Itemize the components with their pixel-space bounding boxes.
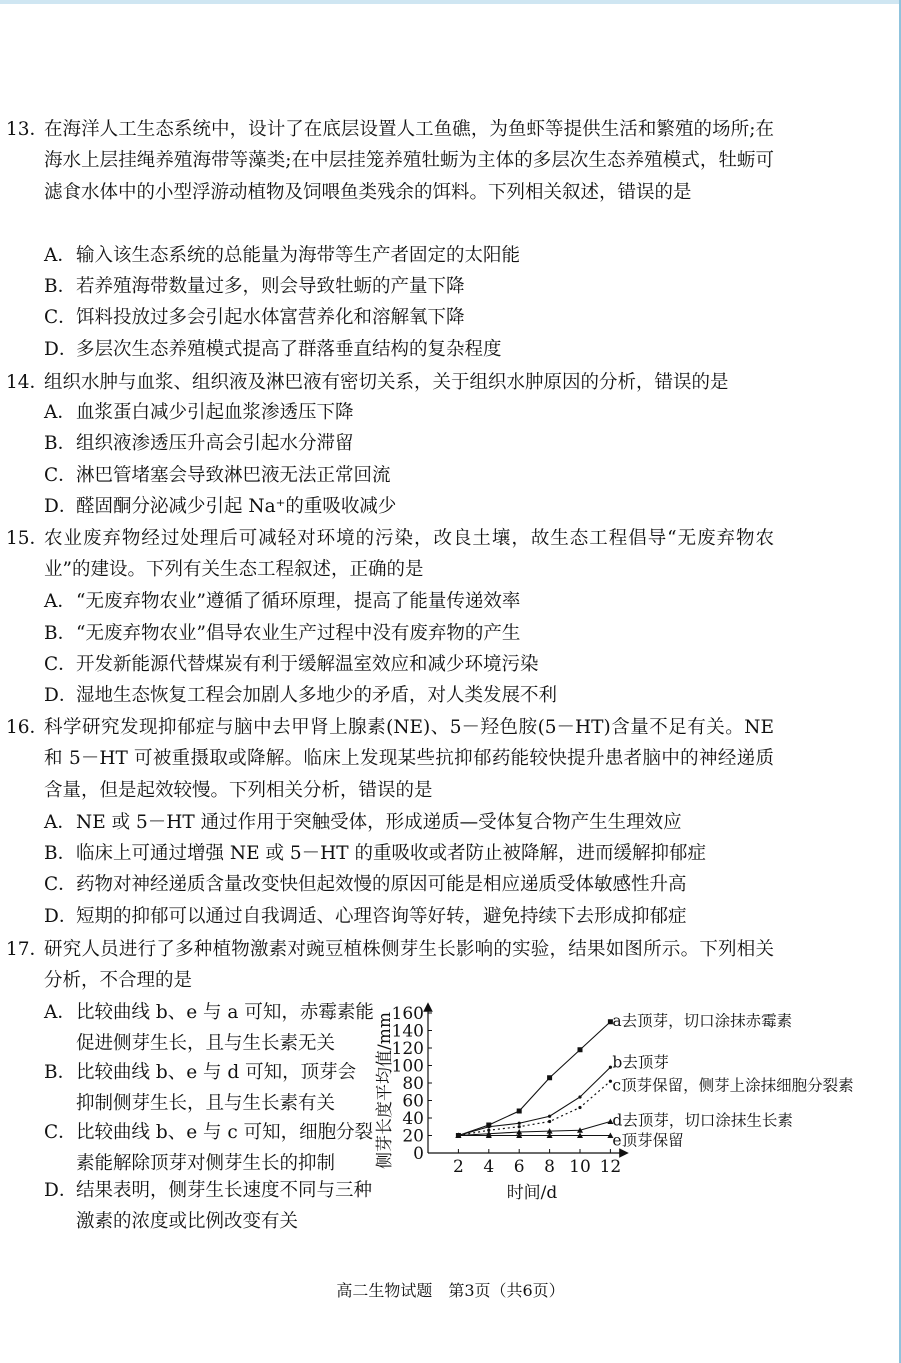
y-axis-label: 侧芽长度平均值/mm	[375, 1012, 395, 1169]
data-point	[547, 1075, 552, 1080]
data-point	[578, 1106, 581, 1109]
option-14-b: B．组织液渗透压升高会引起水分滞留	[44, 433, 354, 454]
data-point	[548, 1115, 551, 1118]
data-point	[578, 1095, 581, 1098]
option-15-c: C．开发新能源代替煤炭有利于缓解温室效应和减少环境污染	[44, 654, 539, 675]
series-line-0	[458, 1022, 610, 1136]
option-16-d: D．短期的抑郁可以通过自我调适、心理咨询等好转，避免持续下去形成抑郁症	[44, 906, 687, 927]
y-tick-label: 120	[391, 1039, 424, 1059]
question-stem: 在海洋人工生态系统中，设计了在底层设置人工鱼礁，为鱼虾等提供生活和繁殖的场所;在海水上层挂绳养殖海带等藻类;在中层挂笼养殖牡蛎为主体的多层次生态养殖模式，牡蛎可滤食水体中的小型浮游动植物及饲喂鱼类残余的饵料。下列相关叙述，错误的是	[44, 119, 774, 203]
question-number: 16．	[6, 717, 49, 738]
option-16-b: B．临床上可通过增强 NE 或 5－HT 的重吸收或者防止被降解，进而缓解抑郁症	[44, 843, 706, 864]
option-17-a: A． 比较曲线 b、e 与 a 可知，赤霉素能促进侧芽生长，且与生长素无关	[44, 1002, 374, 1054]
y-tick-label: 0	[413, 1144, 424, 1164]
y-tick-label: 60	[402, 1091, 424, 1112]
option-16-c: C．药物对神经递质含量改变快但起效慢的原因可能是相应递质受体敏感性升高	[44, 874, 687, 895]
y-tick-label: 20	[402, 1126, 424, 1147]
question-stem: 农业废弃物经过处理后可减轻对环境的污染，改良土壤，故生态工程倡导“无废弃物农业”的建设。下列有关生态工程叙述，正确的是	[44, 528, 774, 581]
x-tick-label: 12	[599, 1157, 622, 1177]
y-tick-label: 160	[391, 1004, 424, 1024]
series-label: e顶芽保留	[612, 1131, 684, 1150]
lateral-bud-growth-chart	[372, 995, 872, 1210]
series-label: d去顶芽，切口涂抹生长素	[612, 1111, 793, 1130]
data-point	[578, 1047, 583, 1052]
option-14-a: A．血浆蛋白减少引起血浆渗透压下降	[44, 402, 354, 423]
data-point	[548, 1120, 551, 1123]
option-16-a: A．NE 或 5－HT 通过作用于突触受体，形成递质—受体复合物产生生理效应	[44, 812, 682, 833]
option-15-a: A．“无废弃物农业”遵循了循环原理，提高了能量传递效率	[44, 591, 521, 612]
series-label: a去顶芽，切口涂抹赤霉素	[612, 1011, 793, 1030]
y-tick-label: 40	[402, 1109, 424, 1129]
question-number: 17．	[6, 939, 49, 960]
data-point	[517, 1109, 522, 1114]
option-13-c: C．饵料投放过多会引起水体富营养化和溶解氧下降	[44, 307, 465, 328]
question-stem: 组织水肿与血浆、组织液及淋巴液有密切关系，关于组织水肿原因的分析，错误的是	[44, 372, 729, 393]
x-tick-label: 10	[569, 1157, 591, 1177]
question-stem: 科学研究发现抑郁症与脑中去甲肾上腺素(NE)、5－羟色胺(5－HT)含量不足有关。NE 和 5－HT 可被重摄取或降解。临床上发现某些抗抑郁药能较快提升患者脑中的神经递质含量，但是起效较慢。下列相关分析，错误的是	[44, 717, 774, 801]
page-footer: 高二生物试题 第3页（共6页）	[336, 1281, 565, 1300]
option-15-b: B．“无废弃物农业”倡导农业生产过程中没有废弃物的产生	[44, 623, 521, 644]
option-13-d: D．多层次生态养殖模式提高了群落垂直结构的复杂程度	[44, 339, 502, 360]
option-15-d: D．湿地生态恢复工程会加剧人多地少的矛盾，对人类发展不利	[44, 685, 558, 706]
question-number: 13．	[6, 119, 49, 140]
option-14-d: D．醛固酮分泌减少引起 Na⁺的重吸收减少	[44, 496, 397, 517]
x-tick-label: 2	[452, 1157, 464, 1177]
option-14-c: C．淋巴管堵塞会导致淋巴液无法正常回流	[44, 465, 391, 486]
series-label: c顶芽保留，侧芽上涂抹细胞分裂素	[612, 1076, 854, 1095]
series-label: b去顶芽	[612, 1053, 669, 1072]
y-tick-label: 100	[391, 1056, 424, 1077]
page-top-border	[0, 0, 901, 4]
y-tick-label: 80	[402, 1074, 424, 1094]
option-17-c: C． 比较曲线 b、e 与 c 可知，细胞分裂素能解除顶芽对侧芽生长的抑制	[44, 1122, 374, 1174]
question-number: 14．	[6, 372, 49, 393]
option-13-a: A．输入该生态系统的总能量为海带等生产者固定的太阳能	[44, 245, 521, 266]
x-tick-label: 8	[544, 1157, 556, 1177]
option-17-d: D． 结果表明，侧芽生长速度不同与三种激素的浓度或比例改变有关	[44, 1180, 373, 1232]
data-point	[518, 1122, 521, 1125]
question-stem: 研究人员进行了多种植物激素对豌豆植株侧芽生长影响的实验，结果如图所示。下列相关分析，不合理的是	[44, 939, 774, 992]
x-tick-label: 4	[483, 1157, 495, 1177]
option-17-b: B． 比较曲线 b、e 与 d 可知，顶芽会抑制侧芽生长，且与生长素有关	[44, 1062, 357, 1114]
option-13-b: B．若养殖海带数量过多，则会导致牡蛎的产量下降	[44, 276, 465, 297]
data-point	[487, 1125, 490, 1128]
question-number: 15．	[6, 528, 49, 549]
x-axis-label: 时间/d	[506, 1183, 558, 1203]
data-point	[518, 1125, 521, 1128]
x-tick-label: 6	[513, 1157, 525, 1177]
y-tick-label: 140	[391, 1021, 424, 1042]
